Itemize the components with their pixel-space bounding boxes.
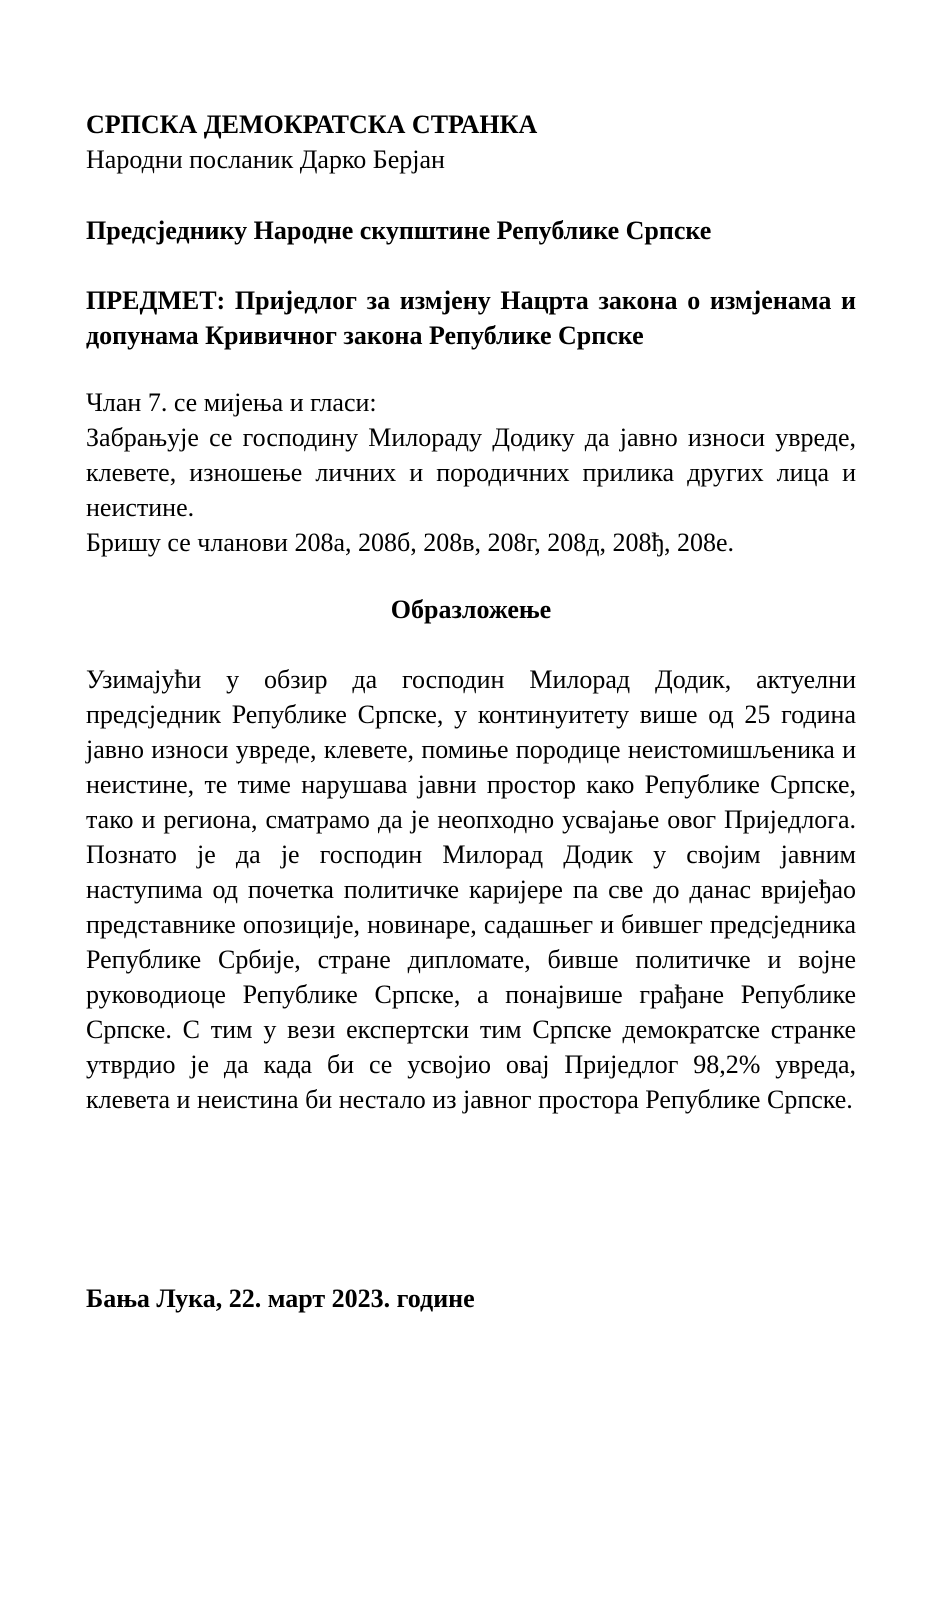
subject-line: ПРЕДМЕТ: Приједлог за измјену Нацрта закона о измјенама и допунама Кривичног закона Републике Српске — [86, 286, 856, 350]
place-date-line: Бања Лука, 22. март 2023. године — [86, 1284, 475, 1313]
article-provision: Забрањује се господину Милораду Додику да јавно износи увреде, клевете, изношење личних и породичних прилика других лица и неистине. — [86, 423, 856, 522]
document-body — [86, 107, 856, 1316]
article-block — [86, 385, 856, 560]
explanation-heading: Образложење — [390, 595, 552, 624]
representative-line: Народни посланик Дарко Берјан — [86, 145, 445, 174]
article-intro: Члан 7. се мијења и гласи: — [86, 388, 377, 417]
article-deletion: Бришу се чланови 208а, 208б, 208в, 208г, 208д, 208ђ, 208е. — [86, 528, 735, 557]
party-name: СРПСКА ДЕМОКРАТСКА СТРАНКА — [86, 110, 538, 139]
explanation-paragraph: Узимајући у обзир да господин Милорад Додик, актуелни предсједник Републике Српске, у континуитету више од 25 година јавно износи увреде, клевете, помиње породице неистомишљеника и неистине, те тиме нарушава јавни простор како Републике Српске, тако и региона, сматрамо да је неопходно усвајање овог Приједлога. Познато је да је господин Милорад Додик у својим јавним наступима од почетка политичке каријере па све до данас вријеђао представнике опозиције, новинаре, садашњег и бившег предсједника Републике Србије, стране дипломате, бивше политичке и војне руководиоце Републике Српске, а понајвише грађане Републике Српске. С тим у вези експертски тим Српске демократске странке утврдио је да када би се усвојио овај Приједлог 98,2% увреда, клевета и неистина би нестало из јавног простора Републике Српске. — [86, 665, 856, 1114]
addressee-line: Предсједнику Народне скупштине Републике Српске — [86, 216, 712, 245]
